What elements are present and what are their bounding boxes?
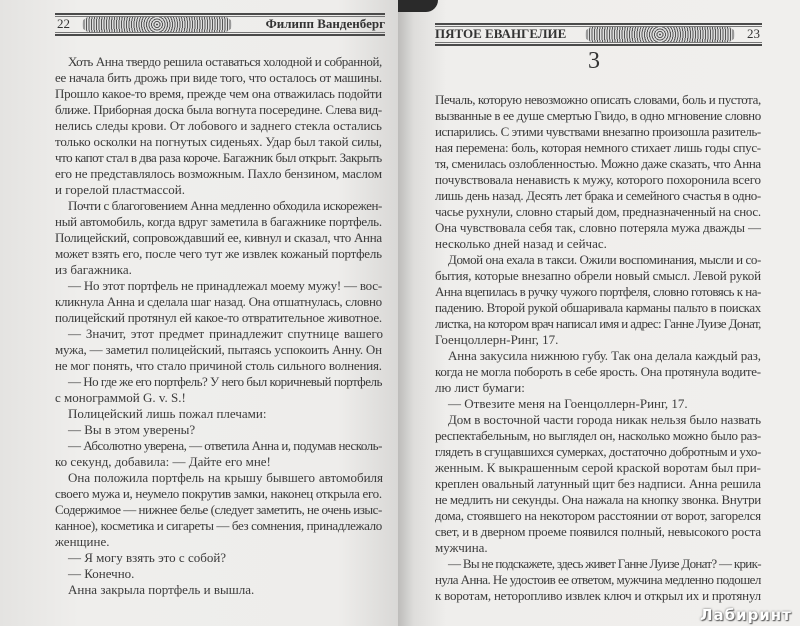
text-line-content: женщине. <box>55 534 110 549</box>
text-line-content: Прошло какое-то время, прежде чем она отважилась подойти <box>55 86 382 101</box>
running-head-author: Филипп Ванденберг <box>265 16 385 31</box>
text-line <box>435 140 762 156</box>
text-line <box>435 348 762 364</box>
text-line <box>55 230 383 246</box>
text-line-content: — Вы в этом уверены? <box>68 422 196 437</box>
text-line <box>435 428 762 444</box>
right-page <box>398 0 800 626</box>
text-line-content: его не представлялось возможным. Пахло бензином, маслом <box>55 166 382 181</box>
text-line <box>55 198 383 214</box>
text-line <box>435 524 762 540</box>
text-line-content: Гоенцоллерн-Ринг, 17. <box>435 332 559 347</box>
text-line-content: Анна вцепилась в ручку чужого портфеля, словно готовясь к на- <box>435 284 761 299</box>
text-line <box>55 550 383 566</box>
text-line-content: — Вы не подскажете, здесь живет Ганне Луизе Донат? — крик- <box>448 556 761 571</box>
text-line-content: лю лист бумаги: <box>435 380 525 395</box>
text-line <box>55 246 383 262</box>
text-line-content: мужа, — заметил полицейский, пытаясь успокоить Анну. Он <box>55 342 382 357</box>
text-line-content: — Я могу взять это с собой? <box>68 550 227 565</box>
text-line <box>435 108 762 124</box>
running-head-title: ПЯТОЕ ЕВАНГЕЛИЕ <box>435 26 567 41</box>
text-line <box>55 166 383 182</box>
text-line-content: мужчина. <box>435 540 488 555</box>
text-line-content: — Абсолютно уверена, — ответила Анна и, подумав несколь- <box>68 438 382 453</box>
text-line-content: бытия, которые внезапно обрели новый смысл. Левой рукой <box>435 268 761 283</box>
text-line-content: свет, и в дверном проеме появился полный, невысокого роста <box>435 524 761 539</box>
text-line <box>55 422 383 438</box>
text-line-content: кликнула Анна и сделала шаг назад. Она отшатнулась, словно <box>55 294 382 309</box>
text-line <box>435 252 762 268</box>
text-line-content: не мог понять, что стало причиной столь сильного волнения. <box>55 358 382 373</box>
text-line-content: канное), косметика и сигареты — без сомнения, принадлежало <box>55 518 382 533</box>
text-line-content: Почти с благоговением Анна медленно обходила искорежен- <box>68 198 382 213</box>
text-line <box>435 412 762 428</box>
text-line <box>435 556 762 572</box>
text-line-content: респектабельным, но выглядел он, насколько можно было раз- <box>435 428 761 443</box>
text-line <box>435 300 762 316</box>
text-line-content: с монограммой G. v. S.! <box>55 390 186 405</box>
text-line <box>55 310 383 326</box>
text-line-content: не медлить ни секунды. Она нажала на кнопку звонка. Внутри <box>435 492 761 507</box>
text-line-content: часье рухнули, словно старый дом, предназначенный на снос. <box>435 204 761 219</box>
text-line-content: глядеть в сгущавшихся сумерках, достаточно добротным и ухо- <box>435 444 761 459</box>
text-line <box>55 358 383 374</box>
text-line-content: ко секунд, добавила: — Дайте его мне! <box>55 454 271 469</box>
text-line <box>55 294 383 310</box>
text-line-content: — Но этот портфель не принадлежал моему мужу! — вос- <box>68 278 382 293</box>
text-line <box>55 134 383 150</box>
text-line <box>55 102 383 118</box>
text-line-content: нула Анна. Не удостоив ее ответом, мужчина медленно подошел <box>435 572 761 587</box>
text-line <box>55 454 383 470</box>
text-line-content: ее начала бить дрожь при виде того, что осталось от машины. <box>55 70 382 85</box>
text-line-content: может взять его, после чего тут же извлек кожаный портфель <box>55 246 382 261</box>
text-line-content: испарились. С этими чувствами внезапно произошла разитель- <box>435 124 761 139</box>
text-line <box>55 518 383 534</box>
text-line-content: лишь день назад. Десять лет брака и семейного счастья в одно- <box>435 188 761 203</box>
text-line <box>55 150 383 166</box>
chapter-number: 3 <box>588 48 600 74</box>
left-page <box>0 0 398 626</box>
text-line-content: падению. Второй рукой обшаривала карманы пальто в поисках <box>435 300 761 315</box>
right-running-header <box>435 23 762 46</box>
text-line-content: — Значит, этот предмет принадлежит спутнице вашего <box>68 326 383 341</box>
text-line-content: ный автомобиль, когда вдруг заметила в багажнике портфель. <box>55 214 382 229</box>
text-line-content: к воротам, неторопливо извлек ключ и открыл их и протянул <box>435 588 761 603</box>
text-line <box>55 54 383 70</box>
text-line <box>435 172 762 188</box>
page-number: 23 <box>747 26 760 41</box>
text-line-content: что капот стал в два раза короче. Багажник был открыт. Закрыть <box>55 150 382 165</box>
text-line-content: тя, сменилась озлобленностью. Можно даже сказать, что Анна <box>435 156 761 171</box>
text-line <box>435 268 762 284</box>
text-line <box>435 188 762 204</box>
text-line <box>55 406 383 422</box>
text-line-content: полицейский протянул ей какое-то отвратительное животное. <box>55 310 382 325</box>
text-line-content: Хоть Анна твердо решила оставаться холодной и собранной, <box>68 54 382 69</box>
text-line-content: Полицейский лишь пожал плечами: <box>68 406 267 421</box>
text-line <box>435 396 762 412</box>
text-line-content: Она положила портфель на крышу бывшего автомобиля <box>68 470 383 485</box>
text-line-content: креплен овальный латунный щит без надписи. Анна решила <box>435 476 761 491</box>
text-line <box>55 118 383 134</box>
text-line <box>55 470 383 486</box>
text-line <box>55 278 383 294</box>
text-line-content: листка, на котором врач написал имя и адрес: Ганне Луизе Донат, <box>435 316 761 331</box>
text-line-content: Она чувствовала себя так, словно потеряла мужа дважды — <box>435 220 761 235</box>
text-line <box>435 476 762 492</box>
text-line <box>55 182 383 198</box>
text-line-content: Печаль, которую невозможно описать словами, боль и пустота, <box>435 92 761 107</box>
text-line <box>435 236 762 252</box>
text-line <box>55 326 383 342</box>
right-page-text <box>435 92 762 604</box>
watermark-logo: Лабиринт <box>700 606 792 624</box>
text-line <box>435 508 762 524</box>
text-line-content: почувствовала ненависть к мужу, которого похоронила всего <box>435 172 761 187</box>
header-ornament <box>82 17 232 32</box>
text-line-content: Полицейский, сопровождавший ее, кивнул и сказал, что Анна <box>55 230 382 245</box>
text-line <box>435 460 762 476</box>
text-line <box>55 566 383 582</box>
text-line-content: — Отвезите меня на Гоенцоллерн-Ринг, 17. <box>448 396 688 411</box>
text-line-content: из багажника. <box>55 262 132 277</box>
text-line <box>55 342 383 358</box>
text-line <box>435 316 762 332</box>
left-page-text <box>55 54 383 598</box>
text-line <box>55 486 383 502</box>
text-line <box>435 220 762 236</box>
text-line-content: — Конечно. <box>68 566 135 581</box>
text-line-content: Домой она ехала в такси. Ожили воспоминания, мысли и со- <box>448 252 761 267</box>
text-line-content: своего мужа и, неумело покрутив замки, наконец открыла его. <box>55 486 382 501</box>
text-line-content: женным. К выкрашенным серой краской воротам был при- <box>435 460 761 475</box>
text-line-content: — Но где же его портфель? У него был коричневый портфель <box>68 374 382 389</box>
text-line <box>435 588 762 604</box>
text-line <box>55 86 383 102</box>
text-line-content: Дом в восточной части города никак нельзя было назвать <box>448 412 761 427</box>
text-line <box>435 492 762 508</box>
text-line-content: и горелой пластмассой. <box>55 182 185 197</box>
text-line-content: вызванные в ее душе смертью Гвидо, в одно мгновение словно <box>435 108 761 123</box>
text-line <box>435 332 762 348</box>
text-line-content: когда не могла побороть в себе ярость. Она протянула водите- <box>435 364 761 379</box>
text-line <box>435 444 762 460</box>
text-line-content: дома, стоявшего на некотором расстоянии от ворот, загорелся <box>435 508 761 523</box>
text-line <box>55 582 383 598</box>
text-line <box>55 502 383 518</box>
text-line <box>55 262 383 278</box>
text-line-content: нелись следы крови. От лобового и заднего стекла остались <box>55 118 382 133</box>
text-line-content: ная перемена: боль, которая немного стихает лишь годы спус- <box>435 140 761 155</box>
text-line-content: Анна закрыла портфель и вышла. <box>68 582 255 597</box>
text-line <box>55 374 383 390</box>
text-line <box>435 572 762 588</box>
text-line <box>435 124 762 140</box>
text-line <box>435 284 762 300</box>
book-cover-edge <box>398 0 438 12</box>
text-line <box>435 156 762 172</box>
page-number: 22 <box>57 16 70 31</box>
text-line-content: только осколки на погнутых сиденьях. Удар был такой силы, <box>55 134 382 149</box>
text-line <box>435 92 762 108</box>
text-line-content: несколько дней назад и сейчас. <box>435 236 607 251</box>
text-line <box>435 540 762 556</box>
left-running-header <box>55 13 385 36</box>
text-line <box>55 438 383 454</box>
text-line <box>435 204 762 220</box>
text-line-content: ближе. Приборная доска была вогнута посередине. Слева вид- <box>55 102 382 117</box>
text-line <box>55 214 383 230</box>
text-line-content: Анна закусила нижнюю губу. Так она делала каждый раз, <box>448 348 761 363</box>
text-line-content: Содержимое — нижнее белье (следует заметить, не очень изыс- <box>55 502 382 517</box>
text-line <box>55 534 383 550</box>
text-line <box>435 364 762 380</box>
text-line <box>55 390 383 406</box>
header-ornament <box>585 27 735 42</box>
text-line <box>55 70 383 86</box>
text-line <box>435 380 762 396</box>
